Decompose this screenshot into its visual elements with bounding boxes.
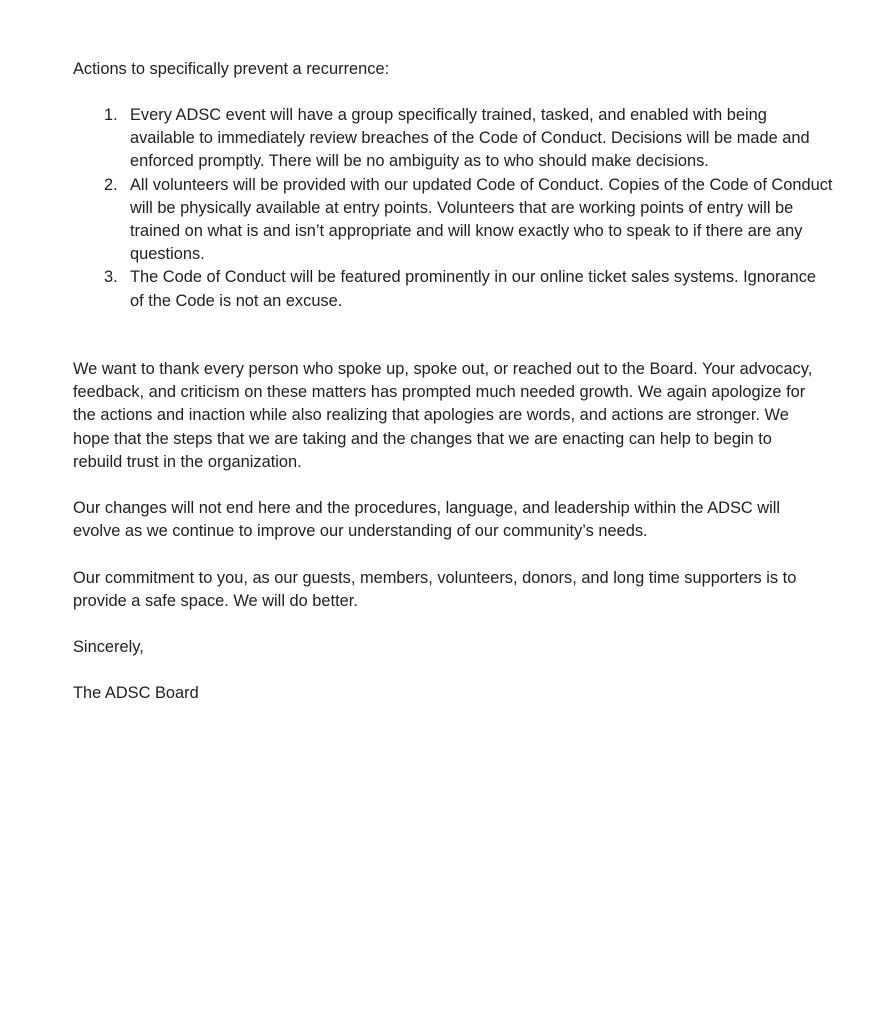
list-item-number: 3. [104, 268, 118, 287]
action-list [73, 104, 833, 313]
list-item-text: Every ADSC event will have a group specifically trained, tasked, and enabled with being available to immediately review breaches of the Code of Conduct. Decisions will be made and enforced promptly. There will be no ambiguity as to who should make decisions. [130, 106, 810, 171]
list-item [73, 174, 833, 267]
list-item-text: The Code of Conduct will be featured prominently in our online ticket sales systems. Ignorance of the Code is not an excuse. [130, 268, 817, 310]
commitment-paragraph: Our commitment to you, as our guests, members, volunteers, donors, and long time supporters is to provide a safe space. We will do better. [73, 569, 797, 611]
section-heading: Actions to specifically prevent a recurrence: [73, 60, 390, 78]
list-item-number: 2. [104, 175, 118, 194]
list-item [73, 104, 833, 174]
list-item-text: All volunteers will be provided with our updated Code of Conduct. Copies of the Code of Conduct will be physically available at entry points. Volunteers that are working points of entry will be trained on what is and isn’t appropriate and will know exactly who to speak to if there are any questions. [130, 175, 833, 264]
signature-line: The ADSC Board [73, 684, 199, 702]
list-item [73, 266, 833, 312]
changes-paragraph: Our changes will not end here and the procedures, language, and leadership within the ADSC will evolve as we continue to improve our understanding of our community’s needs. [73, 499, 781, 541]
closing-line: Sincerely, [73, 638, 144, 656]
list-item-number: 1. [104, 106, 118, 124]
thanks-paragraph: We want to thank every person who spoke up, spoke out, or reached out to the Board. Your advocacy, feedback, and criticism on these matters has prompted much needed growth. We again apologize for the actions and inaction while also realizing that apologies are words, and actions are stronger. We hope that the steps that we are taking and the changes that we are enacting can help to begin to rebuild trust in the organization. [73, 360, 813, 471]
